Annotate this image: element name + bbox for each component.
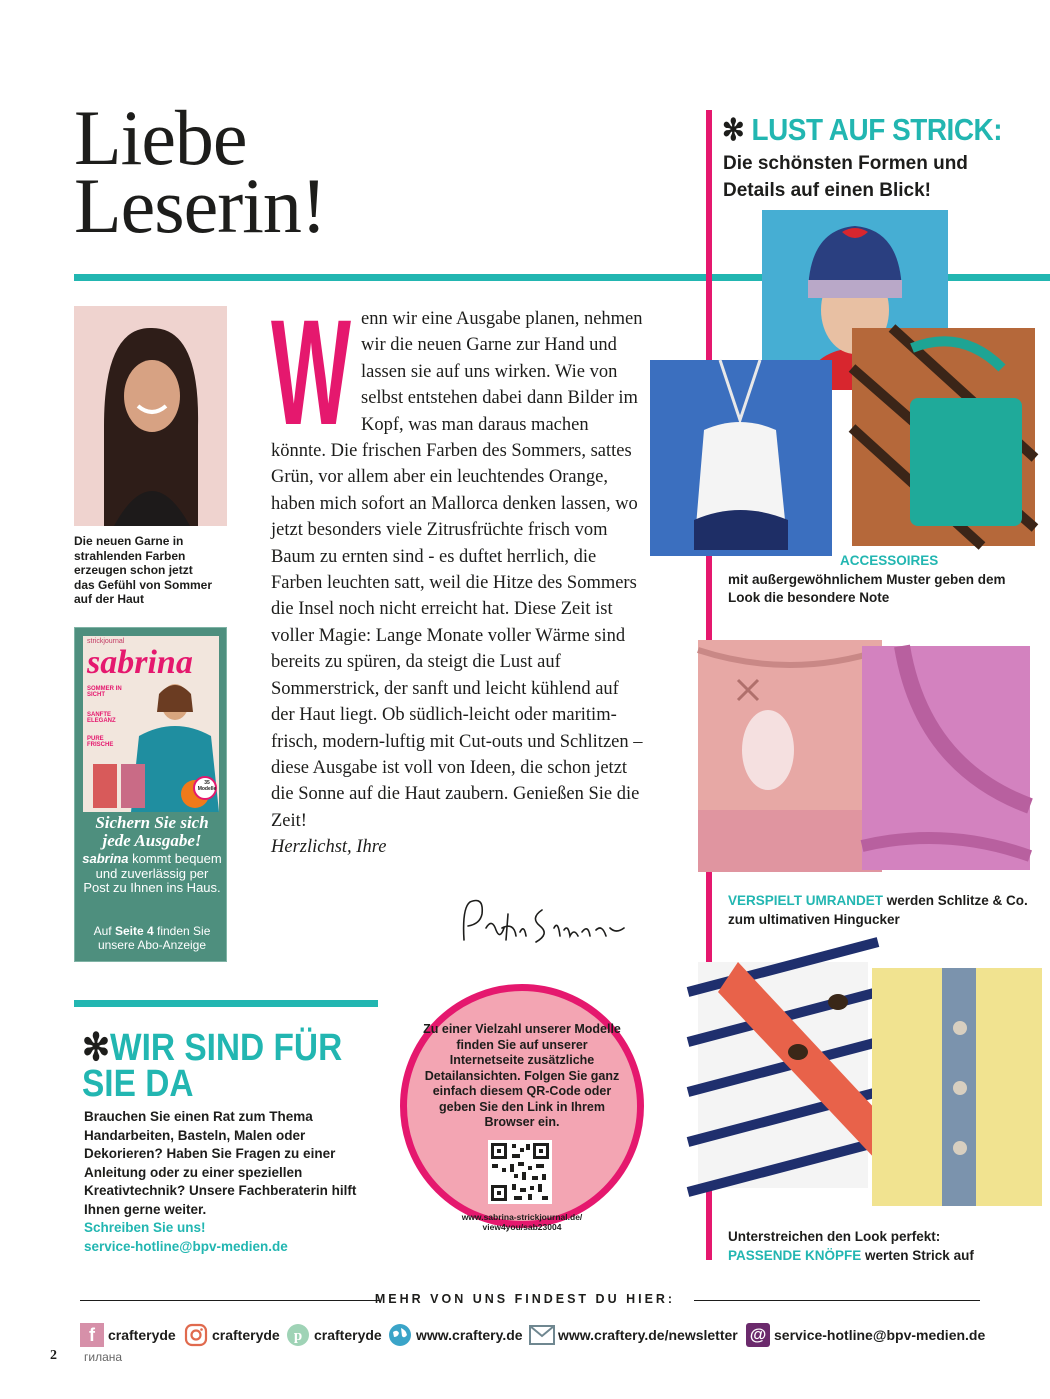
- ad-text-body: kommt bequem und zuverlässig per Post zu Ihnen ins Haus.: [83, 851, 222, 895]
- page-title: [74, 94, 326, 249]
- svg-text:W: W: [271, 288, 352, 456]
- qr-url-line-1: www.sabrina-strickjournal.de/: [461, 1212, 583, 1222]
- wir-rule: [74, 1000, 378, 1007]
- sign-off: Herzlichst, Ihre: [271, 837, 387, 858]
- footer-website[interactable]: [388, 1322, 523, 1348]
- cover-line-3: PURE FRISCHE: [87, 736, 114, 748]
- email-label: service-hotline@bpv-medien.de: [774, 1327, 986, 1343]
- footer-email[interactable]: [746, 1322, 985, 1348]
- ad-text-brand: sabrina: [82, 851, 129, 866]
- ad-headline: Sichern Sie sich jede Ausgabe!: [95, 813, 209, 850]
- facebook-label: crafteryde: [108, 1327, 176, 1343]
- knoepfe-caption: [728, 1228, 1028, 1265]
- ad-abo-suffix: finden Sie unsere Abo-Anzeige: [97, 924, 211, 952]
- editor-photo: [74, 306, 227, 526]
- wir-email-link[interactable]: service-hotline@bpv-medien.de: [84, 1238, 288, 1254]
- title-line-1: Liebe: [74, 94, 247, 181]
- knoepfe-text-2: werten Strick auf: [861, 1247, 974, 1263]
- wir-cta: Schreiben Sie uns!: [84, 1220, 206, 1235]
- wir-heading: [82, 1027, 343, 1105]
- accessoires-text: mit außergewöhnlichem Muster geben dem Look die besondere Note: [728, 571, 1006, 605]
- footer-instagram[interactable]: [184, 1322, 280, 1348]
- footer-label: MEHR VON UNS FINDEST DU HIER:: [374, 1292, 676, 1306]
- lust-heading: [722, 112, 1002, 148]
- photo-white-bag: [650, 360, 832, 556]
- photo-pink-knit: [862, 646, 1030, 870]
- flower-icon: ✻: [722, 114, 745, 147]
- lust-heading-text: LUST AUF STRICK:: [751, 112, 1003, 147]
- flower-icon-2: ✻: [82, 1027, 111, 1069]
- ad-text: [81, 852, 223, 896]
- facebook-icon: f: [80, 1323, 104, 1347]
- qr-url[interactable]: [440, 1212, 604, 1232]
- magazine-cover: [83, 636, 219, 812]
- editor-caption: Die neuen Garne in strahlenden Farben erzeugen schon jetzt das Gefühl von Sommer auf der Haut: [74, 534, 213, 606]
- magazine-name: sabrina: [87, 644, 193, 681]
- photo-striped-knit: [698, 962, 868, 1188]
- footer-facebook[interactable]: [80, 1322, 176, 1348]
- verspielt-label: VERSPIELT UMRANDET: [728, 893, 884, 908]
- verspielt-text: werden Schlitze & Co. zum ultimativen Hingucker: [728, 893, 1028, 927]
- accessoires-caption: [728, 552, 1028, 608]
- subscription-ad[interactable]: [74, 627, 227, 962]
- newsletter-label: www.craftery.de/newsletter: [558, 1327, 738, 1343]
- footer-pinterest[interactable]: [286, 1322, 382, 1348]
- qr-circle-text: Zu einer Vielzahl unserer Modelle finden Sie auf unserer Internetseite zusätzliche Detailansichten. Folgen Sie ganz einfach diesem QR-Code oder geben Sie den Link in Ihrem Browser ein.: [423, 1022, 621, 1129]
- cover-thumb-1: [93, 764, 117, 808]
- watermark: гилана: [84, 1350, 123, 1364]
- wir-heading-line-1: WIR SIND FÜR: [110, 1027, 343, 1069]
- website-label: www.craftery.de: [416, 1327, 523, 1343]
- cover-thumb-2: [121, 764, 145, 808]
- instagram-label: crafteryde: [212, 1327, 280, 1343]
- editorial-body: [271, 288, 643, 861]
- footer-newsletter[interactable]: [530, 1322, 738, 1348]
- pinterest-label: crafteryde: [314, 1327, 382, 1343]
- ad-abo-prefix: Auf: [93, 924, 115, 938]
- at-icon: @: [746, 1323, 770, 1347]
- wir-body: [84, 1108, 374, 1256]
- instagram-icon: [184, 1323, 208, 1347]
- page-number: 2: [50, 1348, 57, 1363]
- verspielt-caption: [728, 892, 1028, 929]
- cover-line-1: SOMMER IN SICHT: [87, 686, 122, 698]
- lust-subheading: Die schönsten Formen und Details auf einen Blick!: [723, 153, 968, 201]
- photo-pink-top-slit: [698, 640, 882, 872]
- cover-badge: 35 Modelle: [197, 780, 217, 792]
- qr-code-icon[interactable]: [488, 1140, 552, 1204]
- pinterest-icon: [286, 1323, 310, 1347]
- cover-line-2: SANFTE ELEGANZ: [87, 712, 116, 724]
- ad-abo-bold: Seite 4: [114, 924, 154, 938]
- body-text: enn wir eine Ausgabe planen, nehmen wir die neuen Garne zur Hand und lassen sie auf uns wirken. Wie von selbst entstehen dabei dann Bilder im Kopf, was man daraus machen könnte. Die frischen Farben des Sommers, sattes Grün, vor allem aber ein leuchtendes Orange, haben mich sofort an Mallorca denken lassen, wo jetzt besonders viele Zitrusfrüchte frisch vom Baum zu ernten sind - es duftet herrlich, die Farben leuchten satt, weil die Hitze des Sommers die Insel noch nicht erreicht hat. Diese Zeit ist voller Magie: Lange Monate voller Wärme sind bereits zu spüren, da steigt die Lust auf Sommerstrick, der sanft und leicht kühlend auf der Haut liegt. Ob südlich-leicht oder maritim-frisch, modern-luftig mit Cut-outs und Schlitzen – diese Ausgabe ist voll von Ideen, die schon jetzt die Sonne auf die Haut zaubern. Genießen Sie die Zeit!: [271, 309, 643, 831]
- photo-green-bag: [852, 328, 1035, 546]
- magazine-brand: strickjournal: [87, 638, 125, 645]
- qr-url-line-2: view4you/sab23004: [482, 1222, 562, 1232]
- title-line-2: Leserin!: [74, 162, 326, 249]
- wir-heading-line-2: SIE DA: [82, 1063, 194, 1105]
- photo-yellow-cardigan: [872, 968, 1042, 1206]
- top-rule-left: [74, 274, 706, 281]
- wir-text: Brauchen Sie einen Rat zum Thema Handarbeiten, Basteln, Malen oder Dekorieren? Haben Sie Fragen zu einer Anleitung oder zu einer speziellen Kreativtechnik? Unsere Fachberaterin hilft Ihnen gerne weiter.: [84, 1109, 357, 1217]
- mail-icon: [530, 1323, 554, 1347]
- svg-text:p: p: [293, 1328, 303, 1344]
- drop-cap: [271, 288, 352, 456]
- signature: [456, 888, 636, 958]
- knoepfe-label: PASSENDE KNÖPFE: [728, 1247, 862, 1263]
- ad-abo-note: [81, 924, 223, 952]
- knoepfe-text-1: Unterstreichen den Look perfekt:: [728, 1229, 941, 1244]
- accessoires-label: ACCESSOIRES: [840, 553, 939, 568]
- globe-icon: [388, 1323, 412, 1347]
